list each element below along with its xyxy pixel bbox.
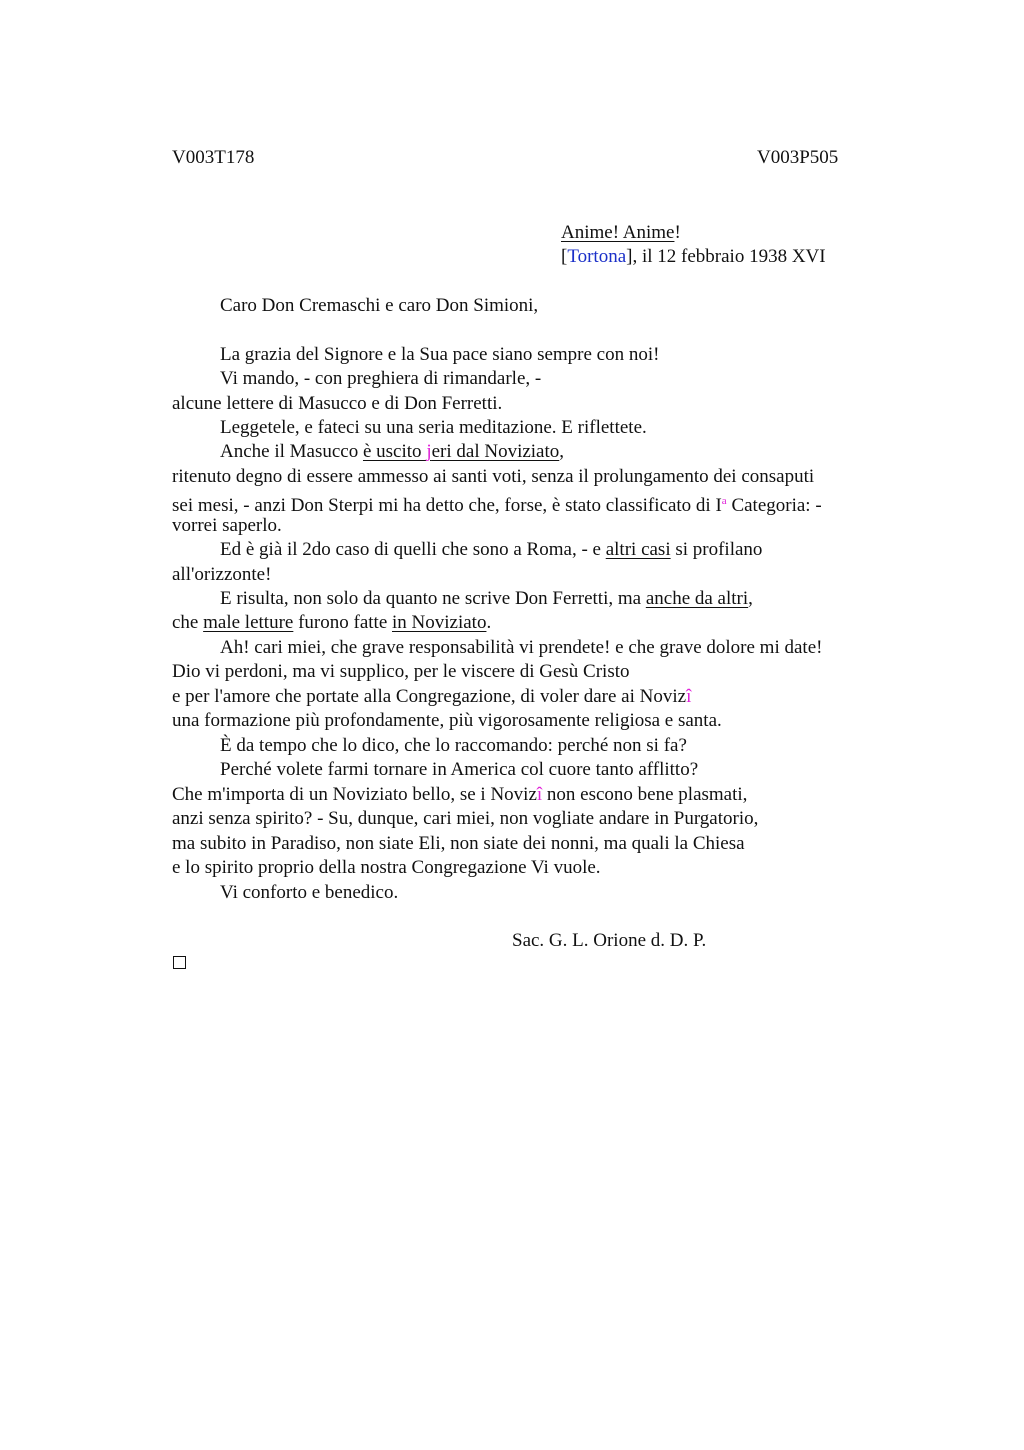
heading-exclamation xyxy=(561,221,681,245)
underlined-text: altri casi xyxy=(605,539,671,560)
text-run: Ed è già il 2do caso di quelli che sono a Roma, - e xyxy=(220,539,606,560)
text-run: furono fatte xyxy=(293,612,392,633)
underlined-text: in Noviziato xyxy=(392,612,487,633)
greeting: Caro Don Cremaschi e caro Don Simioni, xyxy=(220,295,539,316)
underlined-text: anche da altri xyxy=(645,588,749,609)
text-run: Anche il Masucco xyxy=(220,441,363,462)
body-line: La grazia del Signore e la Sua pace siano sempre con noi! xyxy=(220,344,660,365)
body-line: e lo spirito proprio della nostra Congregazione Vi vuole. xyxy=(172,857,601,878)
text-run: . xyxy=(486,612,492,633)
correction-mark: î xyxy=(536,784,543,805)
body-line: all'orizzonte! xyxy=(172,564,272,585)
heading-exclamation-mark: ! xyxy=(674,222,681,243)
body-line xyxy=(220,440,564,464)
text-run: si profilano xyxy=(670,539,763,560)
text-run: sei mesi, - anzi Don Sterpi mi ha detto che, forse, è stato classificato di I xyxy=(172,495,722,516)
text-run: e per l'amore che portate alla Congregazione, di voler dare ai Noviz xyxy=(172,686,687,707)
body-line xyxy=(220,587,753,611)
body-line: Vi mando, - con preghiera di rimandarle, - xyxy=(220,368,542,389)
text-run: è uscito xyxy=(362,441,427,462)
body-line: vorrei saperlo. xyxy=(172,515,282,536)
body-line xyxy=(172,685,691,709)
body-line xyxy=(172,611,491,635)
heading-exclamation-underlined: Anime! Anime xyxy=(561,222,675,243)
text-run: eri dal Noviziato xyxy=(431,441,560,462)
place-date-line xyxy=(561,245,826,269)
underlined-text: male letture xyxy=(203,612,294,633)
body-line xyxy=(172,783,747,807)
superscript-mark: a xyxy=(721,495,727,507)
text-run: Categoria: - xyxy=(726,495,822,516)
body-line: alcune lettere di Masucco e di Don Ferretti. xyxy=(172,393,503,414)
body-line: È da tempo che lo dico, che lo raccomando: perché non si fa? xyxy=(220,735,687,756)
body-line xyxy=(220,538,762,562)
text-run: E risulta, non solo da quanto ne scrive Don Ferretti, ma xyxy=(220,588,646,609)
body-line: Ah! cari miei, che grave responsabilità vi prendete! e che grave dolore mi date! xyxy=(220,637,823,658)
body-line: Vi conforto e benedico. xyxy=(220,882,399,903)
document-code-left: V003T178 xyxy=(172,147,255,168)
body-line: Perché volete farmi tornare in America col cuore tanto afflitto? xyxy=(220,759,699,780)
signature: Sac. G. L. Orione d. D. P. xyxy=(512,930,707,951)
bracket-open: [ xyxy=(561,246,568,267)
document-code-right: V003P505 xyxy=(757,147,839,168)
body-line: Dio vi perdoni, ma vi supplico, per le viscere di Gesù Cristo xyxy=(172,661,630,682)
text-run: Che m'importa di un Noviziato bello, se i Noviz xyxy=(172,784,537,805)
body-line: Leggetele, e fateci su una seria meditazione. E riflettete. xyxy=(220,417,647,438)
place-name: Tortona xyxy=(567,246,627,267)
underlined-text xyxy=(363,441,559,462)
body-line: anzi senza spirito? - Su, dunque, cari miei, non vogliate andare in Purgatorio, xyxy=(172,808,759,829)
body-line: ma subito in Paradiso, non siate Eli, non siate dei nonni, ma quali la Chiesa xyxy=(172,833,745,854)
date-text: ], il 12 febbraio 1938 XVI xyxy=(626,246,826,267)
correction-mark: î xyxy=(686,686,692,707)
correction-mark: j xyxy=(426,441,432,462)
text-run: , xyxy=(559,441,565,462)
body-line: una formazione più profondamente, più vigorosamente religiosa e santa. xyxy=(172,710,722,731)
body-line: ritenuto degno di essere ammesso ai santi voti, senza il prolungamento dei consaputi xyxy=(172,466,815,487)
text-run: non escono bene plasmati, xyxy=(542,784,748,805)
end-marker-square-icon xyxy=(173,956,186,969)
text-run: che xyxy=(172,612,204,633)
text-run: , xyxy=(748,588,753,609)
